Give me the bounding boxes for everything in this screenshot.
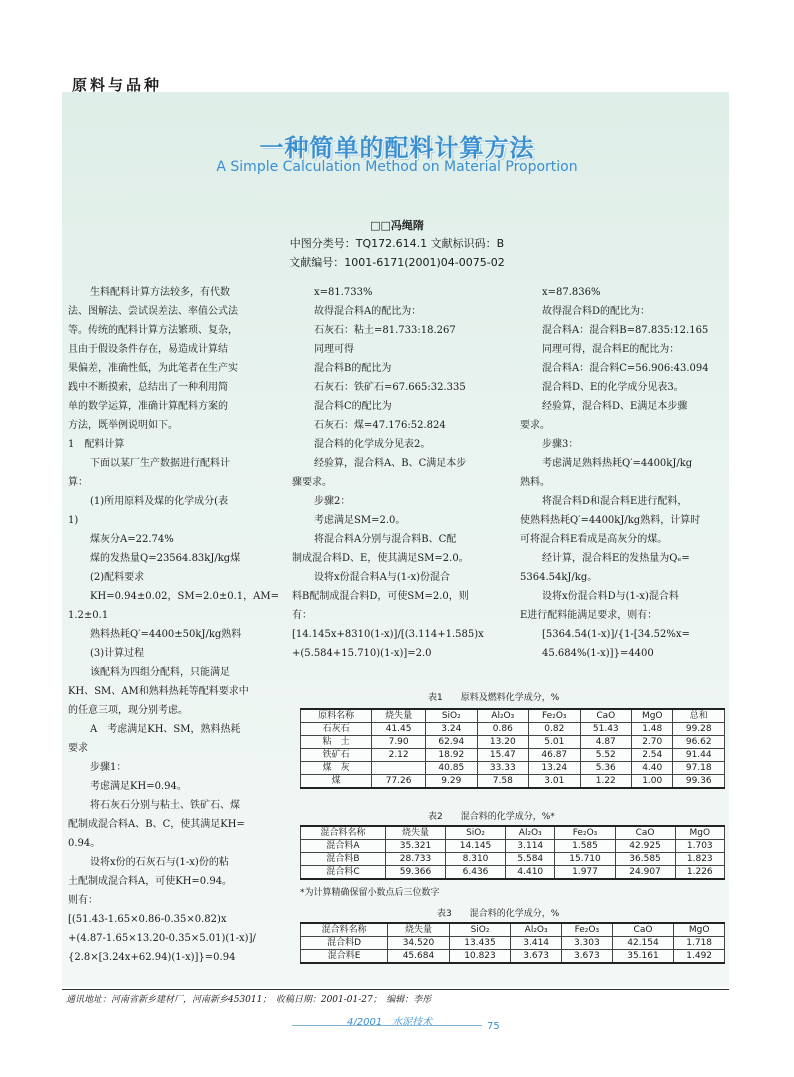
- table-cell: 46.87: [529, 749, 580, 762]
- text-line: 要求。: [520, 420, 550, 431]
- text-line: (3)计算过程: [90, 648, 145, 659]
- table-header-cell: CaO: [615, 826, 675, 840]
- table-cell: 18.92: [426, 749, 477, 762]
- text-line: 将石灰石分别与粘土、铁矿石、煤: [90, 800, 240, 811]
- table-cell: 5.36: [580, 762, 631, 775]
- text-line: 5364.54kJ/kg。: [520, 572, 598, 583]
- text-line: 方法，既举例说明如下。: [68, 420, 178, 431]
- table-cell: 1.977: [555, 866, 615, 880]
- table-cell: 3.414: [511, 937, 562, 950]
- text-line: 石灰石：煤=47.176:52.824: [314, 420, 446, 431]
- text-line: 骤要求。: [292, 477, 332, 488]
- table-cell: [372, 762, 426, 775]
- text-line: 故得混合料A的配比为：: [314, 306, 422, 317]
- table-cell: 91.44: [673, 749, 725, 762]
- table-cell: 14.145: [446, 840, 506, 853]
- table-cell: 33.33: [477, 762, 528, 775]
- table-header-row: [301, 709, 725, 723]
- table-header-cell: Al₂O₃: [511, 923, 562, 937]
- text-line: [5364.54(1-x)]/{1-[34.52%x=: [542, 629, 690, 640]
- table-header-cell: 烧失量: [388, 923, 450, 937]
- article-number-line: 文献编号：1001-6171(2001)04-0075-02: [289, 256, 505, 269]
- body-column-left: [68, 283, 278, 967]
- footer-divider: [62, 989, 729, 990]
- table-cell: 13.24: [529, 762, 580, 775]
- text-line: [14.145x+8310(1-x)]/[(3.114+1.585)x: [292, 629, 484, 640]
- body-column-right: [520, 283, 730, 663]
- text-line: 混合料D、E的化学成分见表3。: [542, 382, 684, 393]
- table-row: [301, 840, 725, 853]
- text-line: 1.2±0.1: [68, 610, 109, 621]
- table-cell: 8.310: [446, 853, 506, 866]
- table-cell: 28.733: [385, 853, 445, 866]
- table1-caption: 表1 原料及燃料化学成分，%: [428, 693, 560, 703]
- table-cell: 59.366: [385, 866, 445, 880]
- text-line: 石灰石：铁矿石=67.665:32.335: [314, 382, 466, 393]
- text-line: 经验算，混合料A、B、C满足本步: [314, 458, 467, 469]
- table-cell: 35.321: [385, 840, 445, 853]
- table-cell: 42.925: [615, 840, 675, 853]
- text-line: 果偏差，准确性低，为此笔者在生产实: [68, 363, 238, 374]
- table-cell: 混合料D: [301, 937, 388, 950]
- text-line: [(51.43-1.65×0.86-0.35×0.82)x: [68, 914, 227, 925]
- text-line: 等。传统的配料计算方法繁琐、复杂，: [68, 325, 238, 336]
- table-header-cell: 烧失量: [385, 826, 445, 840]
- table2-note: *为计算精确保留小数点后三位数字: [300, 888, 440, 898]
- table-cell: 62.94: [426, 736, 477, 749]
- text-line: 使熟料热耗Q′=4400kJ/kg熟料，计算时: [520, 515, 701, 526]
- table-cell: 混合料B: [301, 853, 386, 866]
- text-line: 制成混合料D、E，使其满足SM=2.0。: [292, 553, 469, 564]
- table-cell: 3.673: [562, 950, 613, 964]
- page-number: 75: [487, 1021, 500, 1032]
- table-cell: 1.718: [674, 937, 725, 950]
- text-line: 下面以某厂生产数据进行配料计: [90, 458, 230, 469]
- table-cell: 42.154: [612, 937, 674, 950]
- text-line: 步骤2：: [314, 496, 351, 507]
- table-cell: 2.70: [632, 736, 673, 749]
- text-line: KH、SM、AM和熟料热耗等配料要求中: [68, 686, 249, 697]
- table-header-cell: Al₂O₃: [477, 709, 528, 723]
- table-cell: 2.54: [632, 749, 673, 762]
- table-header-cell: SiO₂: [446, 826, 506, 840]
- text-line: x=81.733%: [314, 287, 373, 298]
- text-line: 则有：: [68, 895, 98, 906]
- table-cell: 10.823: [449, 950, 511, 964]
- text-line: 将混合料A分别与混合料B、C配: [314, 534, 457, 545]
- text-line: 0.94。: [68, 838, 101, 849]
- text-line: 同理可得，混合料E的配比为：: [542, 344, 680, 355]
- table-row: [301, 762, 725, 775]
- text-line: 混合料A：混合料B=87.835:12.165: [542, 325, 709, 336]
- table-row: [301, 950, 725, 964]
- table-cell: 1.22: [580, 775, 631, 789]
- table-cell: 99.28: [673, 723, 725, 736]
- text-line: 考虑满足SM=2.0。: [314, 515, 406, 526]
- table-cell: 4.87: [580, 736, 631, 749]
- table-cell: 粘 土: [301, 736, 372, 749]
- table-header-cell: Al₂O₃: [506, 826, 555, 840]
- table-cell: 混合料C: [301, 866, 386, 880]
- journal-issue: 4/2001 水泥技术: [347, 1017, 433, 1028]
- table-cell: 7.58: [477, 775, 528, 789]
- text-line: 的任意三项，现分别考虑。: [68, 705, 188, 716]
- text-line: 可将混合料E看成是高灰分的煤。: [520, 534, 668, 545]
- table-cell: 35.161: [612, 950, 674, 964]
- table-header-cell: MgO: [674, 923, 725, 937]
- table-cell: 1.492: [674, 950, 725, 964]
- table-cell: 煤: [301, 775, 372, 789]
- table-header-cell: 烧失量: [372, 709, 426, 723]
- table-cell: 45.684: [388, 950, 450, 964]
- table-cell: 1.226: [675, 866, 724, 880]
- table-cell: 5.52: [580, 749, 631, 762]
- article-title-chinese: 一种简单的配料计算方法: [259, 134, 535, 162]
- table-cell: 51.43: [580, 723, 631, 736]
- table-cell: 1.48: [632, 723, 673, 736]
- table-cell: 3.303: [562, 937, 613, 950]
- table-cell: 5.584: [506, 853, 555, 866]
- table-header-cell: 混合料名称: [301, 923, 388, 937]
- text-line: 混合料B的配比为: [314, 363, 392, 374]
- table-header-cell: 原料名称: [301, 709, 372, 723]
- table-cell: 15.710: [555, 853, 615, 866]
- table-cell: 4.410: [506, 866, 555, 880]
- table-cell: 0.86: [477, 723, 528, 736]
- table-cell: 3.24: [426, 723, 477, 736]
- text-line: (2)配料要求: [90, 572, 145, 583]
- table-cell: 1.585: [555, 840, 615, 853]
- table-header-cell: CaO: [612, 923, 674, 937]
- table-cell: 铁矿石: [301, 749, 372, 762]
- table-header-cell: CaO: [580, 709, 631, 723]
- table-cell: 13.20: [477, 736, 528, 749]
- table-header-cell: 混合料名称: [301, 826, 386, 840]
- text-line: x=87.836%: [542, 287, 601, 298]
- table-cell: 1.00: [632, 775, 673, 789]
- text-line: 设将x份混合料D与(1-x)混合料: [542, 591, 679, 602]
- body-column-middle: [292, 283, 502, 663]
- table-cell: 煤 灰: [301, 762, 372, 775]
- text-line: 1): [68, 515, 79, 526]
- table-header-cell: SiO₂: [426, 709, 477, 723]
- text-line: +(5.584+15.710)(1-x)]=2.0: [292, 648, 432, 659]
- table-cell: 5.01: [529, 736, 580, 749]
- text-line: 生料配料计算方法较多，有代数: [90, 287, 230, 298]
- text-line: 配制成混合料A、B、C，使其满足KH=: [68, 819, 245, 830]
- table-mixture-composition-de: [300, 922, 725, 964]
- table-cell: 24.907: [615, 866, 675, 880]
- table-row: [301, 736, 725, 749]
- text-line: 石灰石：粘土=81.733:18.267: [314, 325, 456, 336]
- table-header-cell: Fe₂O₃: [562, 923, 613, 937]
- table3-caption: 表3 混合料的化学成分，%: [437, 909, 560, 919]
- text-line: 考虑满足KH=0.94。: [90, 781, 187, 792]
- text-line: 经验算，混合料D、E满足本步骤: [542, 401, 688, 412]
- table-row: [301, 866, 725, 880]
- table-cell: 2.12: [372, 749, 426, 762]
- table-cell: 36.585: [615, 853, 675, 866]
- text-line: 同理可得: [314, 344, 354, 355]
- table-cell: 石灰石: [301, 723, 372, 736]
- text-line: 经计算，混合料E的发热量为Qₑ=: [542, 553, 690, 564]
- text-line: 将混合料D和混合料E进行配料，: [542, 496, 688, 507]
- table-cell: 13.435: [449, 937, 511, 950]
- text-line: A 考虑满足KH、SM，熟料热耗: [90, 724, 241, 735]
- text-line: 混合料A：混合料C=56.906:43.094: [542, 363, 709, 374]
- text-line: 单的数学运算，准确计算配料方案的: [68, 401, 228, 412]
- text-line: 故得混合料D的配比为：: [542, 306, 651, 317]
- author-line: □□冯绳隋: [370, 219, 424, 232]
- text-line: 熟料。: [520, 477, 550, 488]
- text-line: 有：: [292, 610, 312, 621]
- table-cell: 0.82: [529, 723, 580, 736]
- table-cell: 3.01: [529, 775, 580, 789]
- table-cell: 41.45: [372, 723, 426, 736]
- table-cell: 9.29: [426, 775, 477, 789]
- text-line: 且由于假设条件存在，易造成计算结: [68, 344, 228, 355]
- text-line: 步骤1：: [90, 762, 127, 773]
- article-title-english: A Simple Calculation Method on Material Proportion: [216, 159, 578, 175]
- table-cell: 96.62: [673, 736, 725, 749]
- table-cell: 混合料E: [301, 950, 388, 964]
- text-line: 1 配料计算: [68, 439, 125, 450]
- table-header-cell: MgO: [675, 826, 724, 840]
- table-cell: 15.47: [477, 749, 528, 762]
- table-header-cell: Fe₂O₃: [529, 709, 580, 723]
- table-cell: 3.114: [506, 840, 555, 853]
- classification-line: 中图分类号：TQ172.614.1 文献标识码：B: [289, 237, 505, 250]
- table-header-cell: SiO₂: [449, 923, 511, 937]
- text-line: 践中不断摸索，总结出了一种利用简: [68, 382, 228, 393]
- table-cell: 97.18: [673, 762, 725, 775]
- table-row: [301, 937, 725, 950]
- text-line: E进行配料能满足要求，则有：: [520, 610, 658, 621]
- table-cell: 混合料A: [301, 840, 386, 853]
- text-line: (1)所用原料及煤的化学成分(表: [90, 496, 229, 507]
- text-line: 步骤3：: [542, 439, 579, 450]
- text-line: 考虑满足熟料热耗Q′=4400kJ/kg: [542, 458, 693, 469]
- text-line: 法、图解法、尝试误差法、率值公式法: [68, 306, 238, 317]
- table-row: [301, 749, 725, 762]
- footer-contact: 通讯地址：河南省新乡建材厂，河南新乡453011； 收稿日期：2001-01-27； 编辑：李彤: [66, 995, 432, 1005]
- section-tag: 原料与品种: [72, 76, 163, 94]
- table-mixture-composition-abc: [300, 825, 725, 880]
- text-line: 混合料C的配比为: [314, 401, 392, 412]
- table-cell: 3.673: [511, 950, 562, 964]
- table-cell: 40.85: [426, 762, 477, 775]
- table-cell: 77.26: [372, 775, 426, 789]
- text-line: 要求: [68, 743, 88, 754]
- table-cell: 4.40: [632, 762, 673, 775]
- table-header-row: [301, 923, 725, 937]
- text-line: 料B配制成混合料D，可使SM=2.0，则: [292, 591, 469, 602]
- table-header-cell: Fe₂O₃: [555, 826, 615, 840]
- table-header-cell: MgO: [632, 709, 673, 723]
- table-row: [301, 723, 725, 736]
- text-line: 45.684%(1-x)]}=4400: [542, 648, 654, 659]
- text-line: 土配制成混合料A，可使KH=0.94。: [68, 876, 233, 887]
- table-cell: 6.436: [446, 866, 506, 880]
- table-raw-material-composition: [300, 708, 725, 789]
- table-row: [301, 853, 725, 866]
- page-rule: [292, 1025, 482, 1026]
- text-line: KH=0.94±0.02，SM=2.0±0.1，AM=: [90, 591, 279, 602]
- text-line: 设将x份的石灰石与(1-x)份的粘: [90, 857, 229, 868]
- text-line: 设将x份混合料A与(1-x)份混合: [314, 572, 451, 583]
- text-line: +(4.87-1.65×13.20-0.35×5.01)(1-x)]/: [68, 933, 256, 944]
- table-cell: 7.90: [372, 736, 426, 749]
- table-header-row: [301, 826, 725, 840]
- text-line: 混合料的化学成分见表2。: [314, 439, 431, 450]
- table2-caption: 表2 混合料的化学成分，%*: [428, 812, 555, 822]
- table-header-cell: 总和: [673, 709, 725, 723]
- text-line: 熟料热耗Q′=4400±50kJ/kg熟料: [90, 629, 242, 640]
- table-cell: 1.823: [675, 853, 724, 866]
- table-cell: 34.520: [388, 937, 450, 950]
- text-line: 算：: [68, 477, 88, 488]
- text-line: 该配料为四组分配料，只能满足: [90, 667, 230, 678]
- table-row: [301, 775, 725, 789]
- table-cell: 99.36: [673, 775, 725, 789]
- text-line: {2.8×[3.24x+62.94)(1-x)]}=0.94: [68, 952, 236, 963]
- table-cell: 1.703: [675, 840, 724, 853]
- text-line: 煤的发热量Q=23564.83kJ/kg煤: [90, 553, 241, 564]
- text-line: 煤灰分A=22.74%: [90, 534, 174, 545]
